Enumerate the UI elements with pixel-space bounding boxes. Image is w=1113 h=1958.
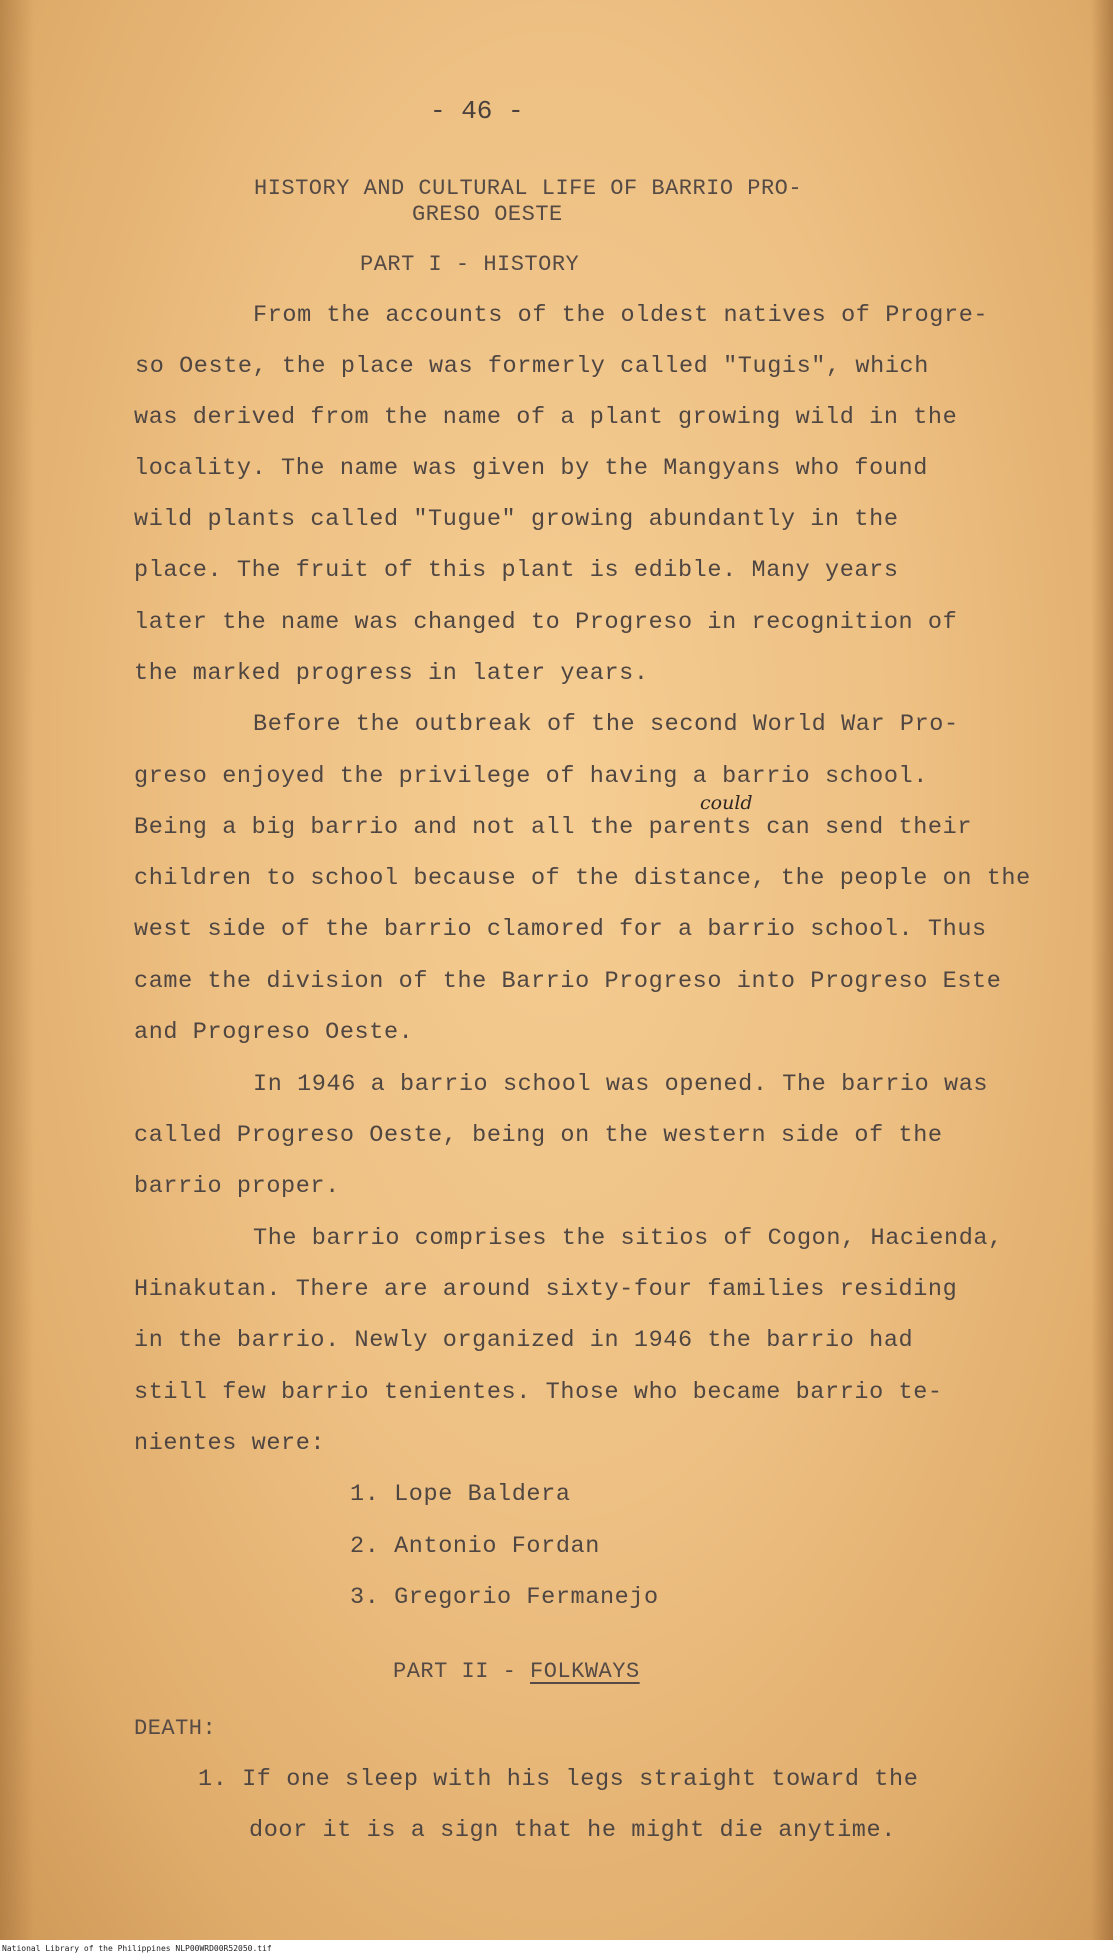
para1-line: place. The fruit of this plant is edible. Many years (134, 557, 899, 584)
para2-line: west side of the barrio clamored for a barrio school. Thus (134, 916, 987, 943)
teniente-list-item: 3. Gregorio Fermanejo (350, 1584, 659, 1611)
para2-line: came the division of the Barrio Progreso into Progreso Este (134, 968, 1002, 995)
para2-line: children to school because of the distance, the people on the (134, 865, 1031, 892)
para4-line: still few barrio tenientes. Those who became barrio te- (134, 1379, 943, 1406)
para1-line: later the name was changed to Progreso in recognition of (134, 609, 958, 636)
para4-line: nientes were: (134, 1430, 326, 1457)
para4-line: in the barrio. Newly organized in 1946 the barrio had (134, 1327, 914, 1354)
death-item-line: door it is a sign that he might die anytime. (249, 1817, 896, 1844)
para4-line: Hinakutan. There are around sixty-four families residing (134, 1276, 958, 1303)
part2-prefix: PART II - (393, 1659, 531, 1684)
para2-line: Being a big barrio and not all the parents can send their (134, 814, 973, 841)
handwritten-correction: could (700, 792, 753, 814)
teniente-list-item: 2. Antonio Fordan (350, 1533, 600, 1560)
teniente-list-item: 1. Lope Baldera (350, 1481, 571, 1508)
para3-line: barrio proper. (134, 1173, 340, 1200)
para1-line: was derived from the name of a plant growing wild in the (134, 404, 958, 431)
part2-heading (393, 1659, 640, 1684)
para1-line: wild plants called "Tugue" growing abundantly in the (134, 506, 899, 533)
para3-line: In 1946 a barrio school was opened. The barrio was (253, 1071, 989, 1098)
para1-line: the marked progress in later years. (134, 660, 649, 687)
page-number: - 46 - (430, 96, 524, 126)
para2-line: Before the outbreak of the second World War Pro- (253, 711, 959, 738)
para4-line: The barrio comprises the sitios of Cogon, Hacienda, (253, 1225, 1003, 1252)
para3-line: called Progreso Oeste, being on the western side of the (134, 1122, 943, 1149)
part2-title: FOLKWAYS (530, 1659, 640, 1684)
para2-line: greso enjoyed the privilege of having a barrio school. (134, 763, 928, 790)
para1-line: From the accounts of the oldest natives of Progre- (253, 302, 989, 329)
scan-footer: National Library of the Philippines NLP00WRD00R52050.tif (0, 1940, 1113, 1958)
death-label: DEATH: (134, 1716, 217, 1741)
para1-line: locality. The name was given by the Mangyans who found (134, 455, 928, 482)
para2-line: and Progreso Oeste. (134, 1019, 414, 1046)
title-line-2: GRESO OESTE (412, 202, 563, 227)
title-line-1: HISTORY AND CULTURAL LIFE OF BARRIO PRO- (254, 176, 803, 201)
para1-line: so Oeste, the place was formerly called "Tugis", which (135, 353, 929, 380)
part1-heading: PART I - HISTORY (360, 252, 580, 277)
death-item-line: 1. If one sleep with his legs straight toward the (198, 1766, 919, 1793)
